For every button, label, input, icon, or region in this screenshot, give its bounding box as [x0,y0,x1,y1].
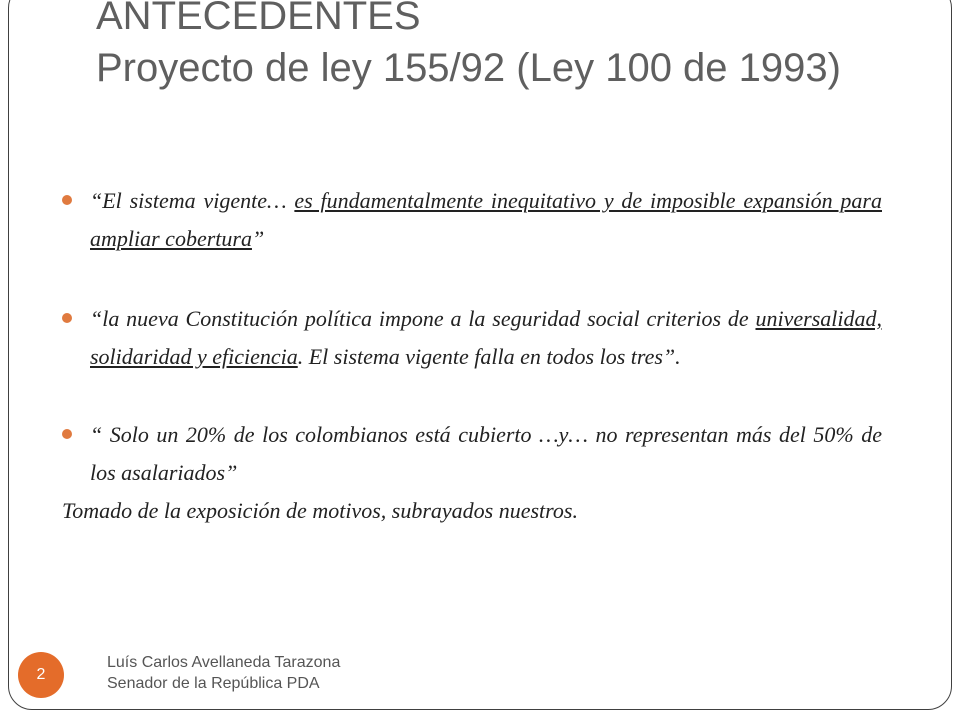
footer-role: Senador de la República PDA [107,675,320,692]
bullet-2-close: . El sistema vigente falla en todos los tres”. [297,344,681,369]
slide-content [62,182,882,530]
bullet-item-1 [62,182,882,258]
source-note: Tomado de la exposición de motivos, subrayados nuestros. [62,498,578,523]
slide-title [96,0,896,94]
footer-author: Luís Carlos Avellaneda Tarazona [107,654,341,671]
bullet-1-close: ” [251,226,265,251]
page-number: 2 [36,666,46,683]
bullet-2-underlined: universalidad, solidaridad y eficiencia [90,306,882,369]
bullet-1-underlined: es fundamentalmente inequitativo y de imposible expansión para ampliar cobertura [90,188,882,251]
title-line-2: Proyecto de ley 155/92 (Ley 100 de 1993) [96,46,841,90]
bullet-2-open: “la nueva Constitución política impone a la seguridad social criterios de [90,306,756,331]
bullet-item-3 [62,416,882,492]
title-line-1: ANTECEDENTES [96,0,421,38]
bullet-item-2 [62,300,882,376]
slide-footer [107,652,340,694]
bullet-3-text: “ Solo un 20% de los colombianos está cubierto …y… no representan más del 50% de los asalariados” [90,422,882,485]
bullet-1-open: “El sistema vigente… [90,188,295,213]
page-number-badge [18,652,64,698]
